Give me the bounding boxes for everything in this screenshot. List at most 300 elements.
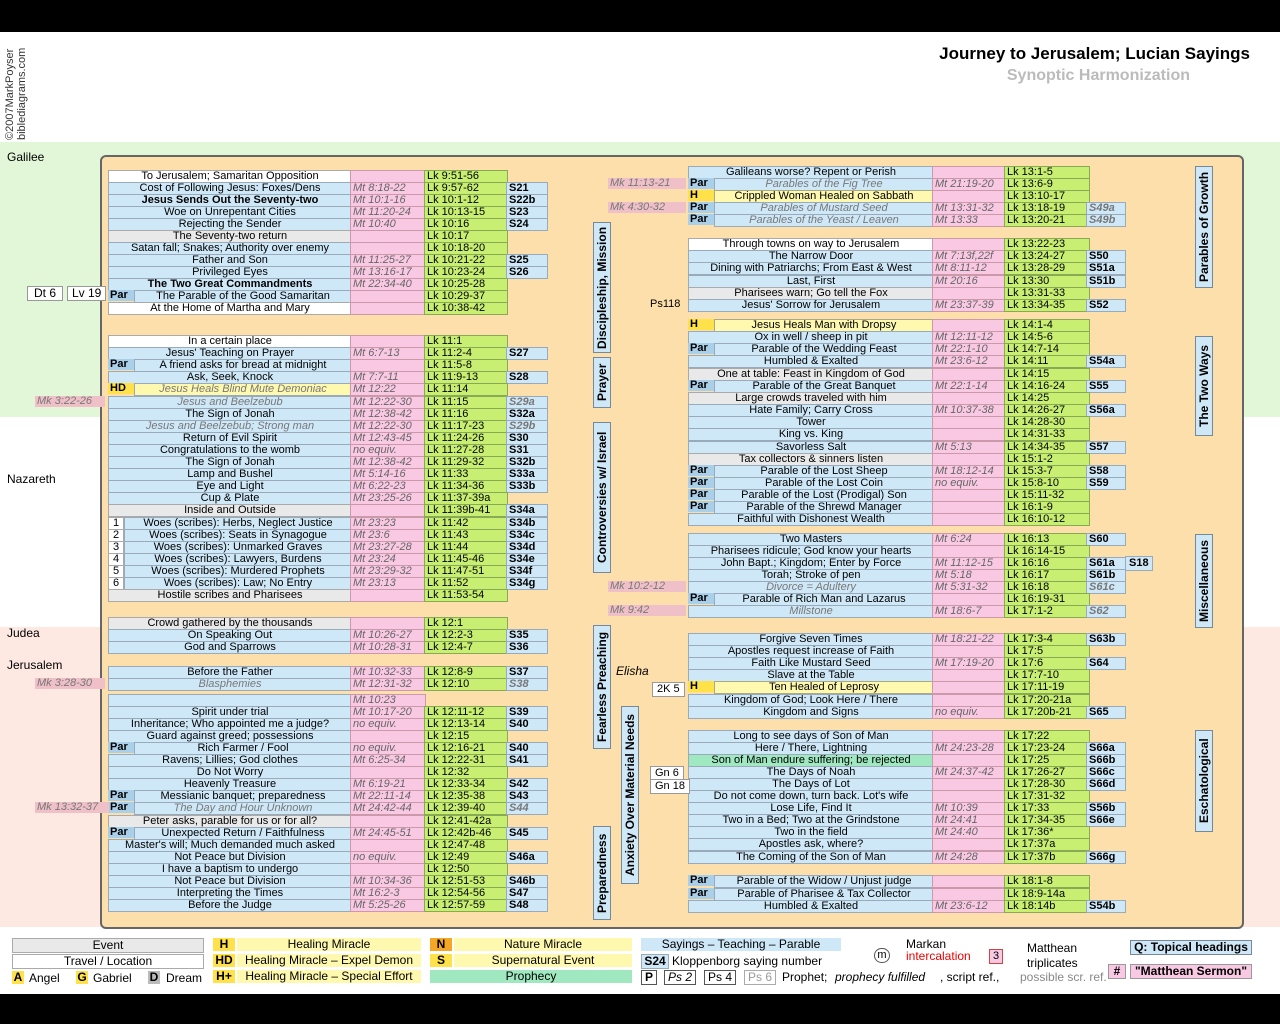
row-prefix: Par <box>108 827 134 838</box>
matthew-ref <box>932 501 1008 514</box>
saying-number: S52 <box>1086 299 1126 312</box>
pericope-title: Apostles request increase of Faith <box>688 645 934 658</box>
pericope-title: Rejecting the Sender <box>108 218 352 231</box>
luke-ref: Lk 17:7-10 <box>1004 669 1090 682</box>
matthew-ref: Mt 10:37-38 <box>932 404 1008 417</box>
pericope-title: Dining with Patriarchs; From East & West <box>688 262 934 275</box>
matthew-ref: Mt 23:27-28 <box>350 541 426 554</box>
luke-ref: Lk 11:47-51 <box>424 565 508 578</box>
matthew-ref: Mt 6:7-13 <box>350 347 426 360</box>
luke-ref: Lk 16:14-15 <box>1004 545 1090 558</box>
matthew-ref: Mt 23:6 <box>350 529 426 542</box>
matthew-ref: Mt 18:21-22 <box>932 633 1008 646</box>
legend-matthean-sermon: "Matthean Sermon" <box>1130 964 1252 979</box>
pericope-title: Not Peace but Division <box>108 875 352 888</box>
pericope-title: Lose Life, Find It <box>688 802 934 815</box>
pericope-title: Do Not Worry <box>108 766 352 779</box>
saying-number: S50 <box>1086 250 1126 263</box>
matthew-ref <box>932 888 1008 901</box>
saying-number: S26 <box>506 266 548 279</box>
legend-s24-key: S24 <box>641 954 669 969</box>
saying-number: S60 <box>1086 533 1126 546</box>
luke-ref: Lk 17:20b-21 <box>1004 706 1090 719</box>
matthew-ref: Mt 11:20-24 <box>350 206 426 219</box>
pericope-title: Parable of Pharisee & Tax Collector <box>714 888 934 901</box>
pericope-title: Parable of the Lost Sheep <box>714 465 934 478</box>
luke-ref: Lk 12:15 <box>424 730 508 743</box>
legend-q-topical: Q: Topical headings <box>1130 940 1252 955</box>
matthew-ref: Mt 12:22-30 <box>350 396 426 409</box>
matthew-ref <box>350 335 426 348</box>
saying-number: S34d <box>506 541 548 554</box>
luke-ref: Lk 10:1-12 <box>424 194 508 207</box>
matthew-ref: Mt 24:28 <box>932 851 1008 864</box>
matthew-ref: Mt 24:40 <box>932 826 1008 839</box>
matthew-ref: Mt 7:7-11 <box>350 371 426 384</box>
luke-ref: Lk 10:29-37 <box>424 290 508 303</box>
matthew-ref <box>932 730 1008 743</box>
luke-ref: Lk 11:2-4 <box>424 347 508 360</box>
matthew-ref: Mt 23:29-32 <box>350 565 426 578</box>
pericope-title: Torah; Stroke of pen <box>688 569 934 582</box>
saying-number: S40 <box>506 742 548 755</box>
pericope-title: Master's will; Much demanded much asked <box>108 839 352 852</box>
luke-ref: Lk 13:22-23 <box>1004 238 1090 251</box>
saying-number: S61b <box>1086 569 1126 582</box>
saying-number: S49b <box>1086 214 1126 227</box>
saying-number: S23 <box>506 206 548 219</box>
luke-ref: Lk 14:15 <box>1004 368 1090 381</box>
matthew-ref: Mt 12:38-42 <box>350 456 426 469</box>
matthew-ref: Mt 8:18-22 <box>350 182 426 195</box>
pericope-title: The Days of Lot <box>688 778 934 791</box>
saying-number: S66e <box>1086 814 1126 827</box>
legend-s: Supernatural Event <box>454 954 632 967</box>
luke-ref: Lk 15:8-10 <box>1004 477 1090 490</box>
pericope-title: Ask, Seek, Knock <box>108 371 352 384</box>
pericope-title: Heavenly Treasure <box>108 778 352 791</box>
pericope-title: Crippled Woman Healed on Sabbath <box>714 190 934 203</box>
pericope-title: Not Peace but Division <box>108 851 352 864</box>
luke-ref: Lk 11:17-23 <box>424 420 508 433</box>
row-prefix: H <box>688 681 714 692</box>
pericope-title: Woes (scribes): Herbs, Neglect Justice <box>124 517 352 530</box>
pericope-title: Ox in well / sheep in pit <box>688 331 934 344</box>
legend-triplicates: triplicates <box>1027 956 1078 970</box>
tag-mk9-42: Mk 9:42 <box>608 605 686 616</box>
matthew-ref: Mt 7:13f,22f <box>932 250 1008 263</box>
pericope-title: Millstone <box>688 605 934 618</box>
legend-sayings: Sayings – Teaching – Parable <box>641 938 841 951</box>
pericope-title: One at table: Feast in Kingdom of God <box>688 368 934 381</box>
luke-ref: Lk 18:9-14a <box>1004 888 1090 901</box>
pericope-title: Faith Like Mustard Seed <box>688 657 934 670</box>
luke-ref: Lk 12:57-59 <box>424 899 508 912</box>
saying-number: S65 <box>1086 706 1126 719</box>
saying-number: S59 <box>1086 477 1126 490</box>
row-number: 3 <box>108 541 124 554</box>
row-prefix: HD <box>108 383 134 394</box>
matthew-ref <box>932 392 1008 405</box>
matthew-ref: Mt 6:25-34 <box>350 754 426 767</box>
pericope-title: Parable of Rich Man and Lazarus <box>714 593 934 606</box>
saying-number: S63b <box>1086 633 1126 646</box>
pericope-title: Before the Judge <box>108 899 352 912</box>
saying-number: S33b <box>506 480 548 493</box>
matthew-ref: Mt 21:19-20 <box>932 178 1008 191</box>
matthew-ref: Mt 5:13 <box>932 441 1008 454</box>
luke-ref: Lk 12:39-40 <box>424 802 508 815</box>
row-prefix: Par <box>688 593 714 604</box>
saying-number: S34f <box>506 565 548 578</box>
luke-ref: Lk 12:42b-46 <box>424 827 508 840</box>
pericope-title: Humbled & Exalted <box>688 355 934 368</box>
saying-number: S66g <box>1086 851 1126 864</box>
saying-number: S32a <box>506 408 548 421</box>
luke-ref: Lk 16:10-12 <box>1004 513 1090 526</box>
luke-ref: Lk 10:17 <box>424 230 508 243</box>
luke-ref: Lk 13:31-33 <box>1004 287 1090 300</box>
tag-elisha: Elisha <box>616 664 649 678</box>
luke-ref: Lk 13:10-17 <box>1004 190 1090 203</box>
topic-growth: Parables of Growth <box>1195 166 1213 288</box>
matthew-ref: Mt 13:31-32 <box>932 202 1008 215</box>
row-prefix: Par <box>688 465 714 476</box>
pericope-title: Here / There, Lightning <box>688 742 934 755</box>
pericope-title: Messianic banquet; preparedness <box>134 790 352 803</box>
legend-hp-key: H+ <box>213 970 235 983</box>
matthew-ref: Mt 22:34-40 <box>350 278 426 291</box>
saying-number: S34b <box>506 517 548 530</box>
luke-ref: Lk 11:37-39a <box>424 492 508 505</box>
matthew-ref <box>350 815 426 828</box>
luke-ref: Lk 12:47-48 <box>424 839 508 852</box>
matthew-ref: Mt 10:1-16 <box>350 194 426 207</box>
saying-number: S62 <box>1086 605 1126 618</box>
region-judea: Judea <box>7 626 40 640</box>
luke-ref: Lk 10:21-22 <box>424 254 508 267</box>
luke-ref: Lk 17:37b <box>1004 851 1090 864</box>
row-prefix: Par <box>108 790 134 801</box>
matthew-ref <box>932 238 1008 251</box>
legend-prophecy-fulfilled: prophecy fulfilled <box>835 970 926 984</box>
luke-ref: Lk 17:25 <box>1004 754 1090 767</box>
row-prefix: Par <box>688 888 714 899</box>
pericope-title: Pharisees ridicule; God know your hearts <box>688 545 934 558</box>
page-title: Journey to Jerusalem; Lucian Sayings <box>939 44 1250 63</box>
matthew-ref: Mt 12:22 <box>350 383 426 396</box>
pericope-title: Parable of the Shrewd Manager <box>714 501 934 514</box>
luke-ref: Lk 17:1-2 <box>1004 605 1090 618</box>
luke-ref: Lk 11:15 <box>424 396 508 409</box>
pericope-title: Hostile scribes and Pharisees <box>108 589 352 602</box>
pericope-title: The Narrow Door <box>688 250 934 263</box>
pericope-title: Woes (scribes): Law; No Entry <box>124 577 352 590</box>
tag-mk13-32: Mk 13:32-37 <box>35 802 109 813</box>
legend-markan: Markan <box>906 937 947 951</box>
pericope-title: Lamp and Bushel <box>108 468 352 481</box>
saying-number: S44 <box>506 802 548 815</box>
saying-number: S61c <box>1086 581 1126 594</box>
matthew-ref: Mt 22:1-10 <box>932 343 1008 356</box>
luke-ref: Lk 14:28-30 <box>1004 416 1090 429</box>
legend-ps6: Ps 6 <box>744 970 776 985</box>
pericope-title: Inside and Outside <box>108 504 352 517</box>
legend-three-key: 3 <box>989 949 1003 964</box>
legend <box>0 930 1280 992</box>
luke-ref: Lk 12:32 <box>424 766 508 779</box>
saying-number: S27 <box>506 347 548 360</box>
matthew-ref <box>932 790 1008 803</box>
legend-gabriel: Gabriel <box>93 971 132 985</box>
pericope-title: Rich Farmer / Fool <box>134 742 352 755</box>
luke-ref: Lk 10:25-28 <box>424 278 508 291</box>
pericope-title: Jesus' Sorrow for Jerusalem <box>688 299 934 312</box>
luke-ref: Lk 11:33 <box>424 468 508 481</box>
saying-number: S39 <box>506 706 548 719</box>
row-prefix: Par <box>108 742 134 753</box>
pericope-title: Forgive Seven Times <box>688 633 934 646</box>
row-prefix: Par <box>108 802 134 813</box>
luke-ref: Lk 16:1-9 <box>1004 501 1090 514</box>
saying-number: S54b <box>1086 900 1126 913</box>
luke-ref: Lk 10:38-42 <box>424 302 508 315</box>
tag-2k5: 2K 5 <box>652 682 685 697</box>
luke-ref: Lk 12:50 <box>424 863 508 876</box>
row-prefix: Par <box>688 343 714 354</box>
tag-gn6: Gn 6 <box>650 766 684 781</box>
luke-ref: Lk 12:2-3 <box>424 629 508 642</box>
legend-prophet: Prophet; <box>782 970 828 984</box>
pericope-title: Jesus and Beelzebub <box>108 396 352 409</box>
luke-ref: Lk 14:11 <box>1004 355 1090 368</box>
top-black-bar <box>0 0 1280 32</box>
matthew-ref <box>350 766 426 779</box>
pericope-title: Jesus' Teaching on Prayer <box>108 347 352 360</box>
topic-misc: Miscellaneous <box>1195 534 1213 628</box>
luke-ref: Lk 11:5-8 <box>424 359 508 372</box>
legend-dream-key: D <box>149 970 159 984</box>
saying-number: S46a <box>506 851 548 864</box>
saying-number: S30 <box>506 432 548 445</box>
row-number: 5 <box>108 565 124 578</box>
luke-ref: Lk 11:24-26 <box>424 432 508 445</box>
pericope-title: Woe on Unrepentant Cities <box>108 206 352 219</box>
tag-mk4-30: Mk 4:30-32 <box>608 202 686 213</box>
topic-twoways: The Two Ways <box>1195 336 1213 436</box>
pericope-title: Slave at the Table <box>688 669 934 682</box>
luke-ref: Lk 17:3-4 <box>1004 633 1090 646</box>
pericope-title: Privileged Eyes <box>108 266 352 279</box>
pericope-title: Parable of the Lost (Prodigal) Son <box>714 489 934 502</box>
pericope-title: Unexpected Return / Faithfulness <box>134 827 352 840</box>
matthew-ref <box>932 416 1008 429</box>
saying-number: S24 <box>506 218 548 231</box>
saying-number: S55 <box>1086 380 1126 393</box>
luke-ref: Lk 17:20-21a <box>1004 694 1090 707</box>
pericope-title: The Two Great Commandments <box>108 278 352 291</box>
matthew-ref: no equiv. <box>350 851 426 864</box>
matthew-ref: Mt 23:24 <box>350 553 426 566</box>
luke-ref: Lk 17:33 <box>1004 802 1090 815</box>
saying-number: S51b <box>1086 275 1126 288</box>
tag-lv19: Lv 19 <box>67 286 106 301</box>
luke-ref: Lk 11:9-13 <box>424 371 508 384</box>
luke-ref: Lk 17:6 <box>1004 657 1090 670</box>
pericope-title: Interpreting the Times <box>108 887 352 900</box>
matthew-ref <box>932 453 1008 466</box>
pericope-title: Tax collectors & sinners listen <box>688 453 934 466</box>
legend-hd-key: HD <box>213 954 235 967</box>
legend-n-key: N <box>430 938 452 951</box>
row-number: 4 <box>108 553 124 566</box>
pericope-title: Long to see days of Son of Man <box>688 730 934 743</box>
pericope-title: Guard against greed; possessions <box>108 730 352 743</box>
luke-ref: Lk 12:22-31 <box>424 754 508 767</box>
luke-ref: Lk 14:34-35 <box>1004 441 1090 454</box>
legend-p-key: P <box>641 970 657 985</box>
matthew-ref <box>932 669 1008 682</box>
matthew-ref: Mt 24:37-42 <box>932 766 1008 779</box>
luke-ref: Lk 13:6-9 <box>1004 178 1090 191</box>
row-prefix: Par <box>688 501 714 512</box>
luke-ref: Lk 17:37a <box>1004 838 1090 851</box>
matthew-ref <box>350 504 426 517</box>
pericope-title: Pharisees warn; Go tell the Fox <box>688 287 934 300</box>
luke-ref: Lk 11:16 <box>424 408 508 421</box>
pericope-title: Return of Evil Spirit <box>108 432 352 445</box>
luke-ref: Lk 13:30 <box>1004 275 1090 288</box>
row-prefix: Par <box>688 214 714 225</box>
matthew-ref: Mt 24:42-44 <box>350 802 426 815</box>
pericope-title: Savorless Salt <box>688 441 934 454</box>
saying-number: S28 <box>506 371 548 384</box>
luke-ref: Lk 12:11-12 <box>424 706 508 719</box>
pericope-title: Father and Son <box>108 254 352 267</box>
tag-gn18: Gn 18 <box>650 779 690 794</box>
pericope-title: John Bapt.; Kingdom; Enter by Force <box>688 557 934 570</box>
pericope-title: Two in the field <box>688 826 934 839</box>
pericope-title: Jesus Heals Man with Dropsy <box>714 319 934 332</box>
pericope-title: A friend asks for bread at midnight <box>134 359 352 372</box>
row-number: 2 <box>108 529 124 542</box>
matthew-ref: Mt 10:32-33 <box>350 666 426 679</box>
saying-number: S56b <box>1086 802 1126 815</box>
luke-ref: Lk 13:24-27 <box>1004 250 1090 263</box>
pericope-title: Last, First <box>688 275 934 288</box>
pericope-title: The Parable of the Good Samaritan <box>134 290 352 303</box>
matthew-ref: Mt 20:16 <box>932 275 1008 288</box>
luke-ref: Lk 14:1-4 <box>1004 319 1090 332</box>
matthew-ref: Mt 12:31-32 <box>350 678 426 691</box>
pericope-title: Inheritance; Who appointed me a judge? <box>108 718 352 731</box>
matthew-ref <box>932 681 1008 694</box>
saying-number: S61a <box>1086 557 1126 570</box>
region-jerusalem: Jerusalem <box>7 658 63 672</box>
luke-ref: Lk 15:11-32 <box>1004 489 1090 502</box>
matthew-ref: Mt 6:22-23 <box>350 480 426 493</box>
matthew-ref <box>932 428 1008 441</box>
matthew-ref: Mt 11:25-27 <box>350 254 426 267</box>
matthew-ref: Mt 17:19-20 <box>932 657 1008 670</box>
tag-mk10-2: Mk 10:2-12 <box>608 581 686 592</box>
legend-n: Nature Miracle <box>454 938 632 951</box>
pericope-title: The Seventy-two return <box>108 230 352 243</box>
matthew-ref: Mt 5:14-16 <box>350 468 426 481</box>
luke-ref: Lk 14:31-33 <box>1004 428 1090 441</box>
legend-m-key: m <box>874 948 890 963</box>
matthew-ref: Mt 10:34-36 <box>350 875 426 888</box>
saying-number: S42 <box>506 778 548 791</box>
topic-preparedness: Preparedness <box>593 826 611 920</box>
pericope-title: The Days of Noah <box>688 766 934 779</box>
luke-ref: Lk 11:1 <box>424 335 508 348</box>
matthew-ref <box>932 838 1008 851</box>
legend-angel-key: A <box>13 970 23 984</box>
matthew-ref <box>932 368 1008 381</box>
saying-number: S66b <box>1086 754 1126 767</box>
pericope-title: Humbled & Exalted <box>688 900 934 913</box>
topic-discipleship: Discipleship, Mission <box>593 222 611 353</box>
matthew-ref: Mt 11:12-15 <box>932 557 1008 570</box>
luke-ref: Lk 14:7-14 <box>1004 343 1090 356</box>
pericope-title: Parable of the Wedding Feast <box>714 343 934 356</box>
credit <box>4 48 28 140</box>
luke-ref: Lk 11:14 <box>424 383 508 396</box>
luke-ref: Lk 17:5 <box>1004 645 1090 658</box>
luke-ref: Lk 15:1-2 <box>1004 453 1090 466</box>
pericope-title: Through towns on way to Jerusalem <box>688 238 934 251</box>
row-prefix: Par <box>108 359 134 370</box>
saying-number: S37 <box>506 666 548 679</box>
luke-ref: Lk 17:23-24 <box>1004 742 1090 755</box>
matthew-ref <box>350 302 426 315</box>
luke-ref: Lk 13:18-19 <box>1004 202 1090 215</box>
matthew-ref: Mt 5:25-26 <box>350 899 426 912</box>
saying-number: S66d <box>1086 778 1126 791</box>
tag-mk3-22: Mk 3:22-26 <box>35 396 105 407</box>
page-subtitle: Synoptic Harmonization <box>1006 67 1190 84</box>
bottom-black-bar <box>0 994 1280 1024</box>
pericope-title: Crowd gathered by the thousands <box>108 617 352 630</box>
pericope-title: Galileans worse? Repent or Perish <box>688 166 934 179</box>
matthew-ref: Mt 13:33 <box>932 214 1008 227</box>
pericope-title: Do not come down, turn back. Lot's wife <box>688 790 934 803</box>
pericope-title: Apostles ask, where? <box>688 838 934 851</box>
saying-number: S54a <box>1086 355 1126 368</box>
pericope-title: Parables of the Fig Tree <box>714 178 934 191</box>
matthew-ref: Mt 5:18 <box>932 569 1008 582</box>
matthew-ref: Mt 10:40 <box>350 218 426 231</box>
matthew-ref: Mt 10:39 <box>932 802 1008 815</box>
luke-ref: Lk 11:39b-41 <box>424 504 508 517</box>
matthew-ref: no equiv. <box>350 742 426 755</box>
matthew-ref: Mt 13:16-17 <box>350 266 426 279</box>
luke-ref: Lk 11:29-32 <box>424 456 508 469</box>
row-prefix: Par <box>688 875 714 886</box>
pericope-title: Tower <box>688 416 934 429</box>
pericope-title: Parables of Mustard Seed <box>714 202 934 215</box>
matthew-ref: Mt 12:38-42 <box>350 408 426 421</box>
matthew-ref: Mt 12:11-12 <box>932 331 1008 344</box>
pericope-title: I have a baptism to undergo <box>108 863 352 876</box>
row-prefix: Par <box>688 477 714 488</box>
matthew-ref: Mt 16:2-3 <box>350 887 426 900</box>
saying-number: S35 <box>506 629 548 642</box>
luke-ref: Lk 11:27-28 <box>424 444 508 457</box>
pericope-title: Parables of the Yeast / Leaven <box>714 214 934 227</box>
pericope-title: Kingdom and Signs <box>688 706 934 719</box>
